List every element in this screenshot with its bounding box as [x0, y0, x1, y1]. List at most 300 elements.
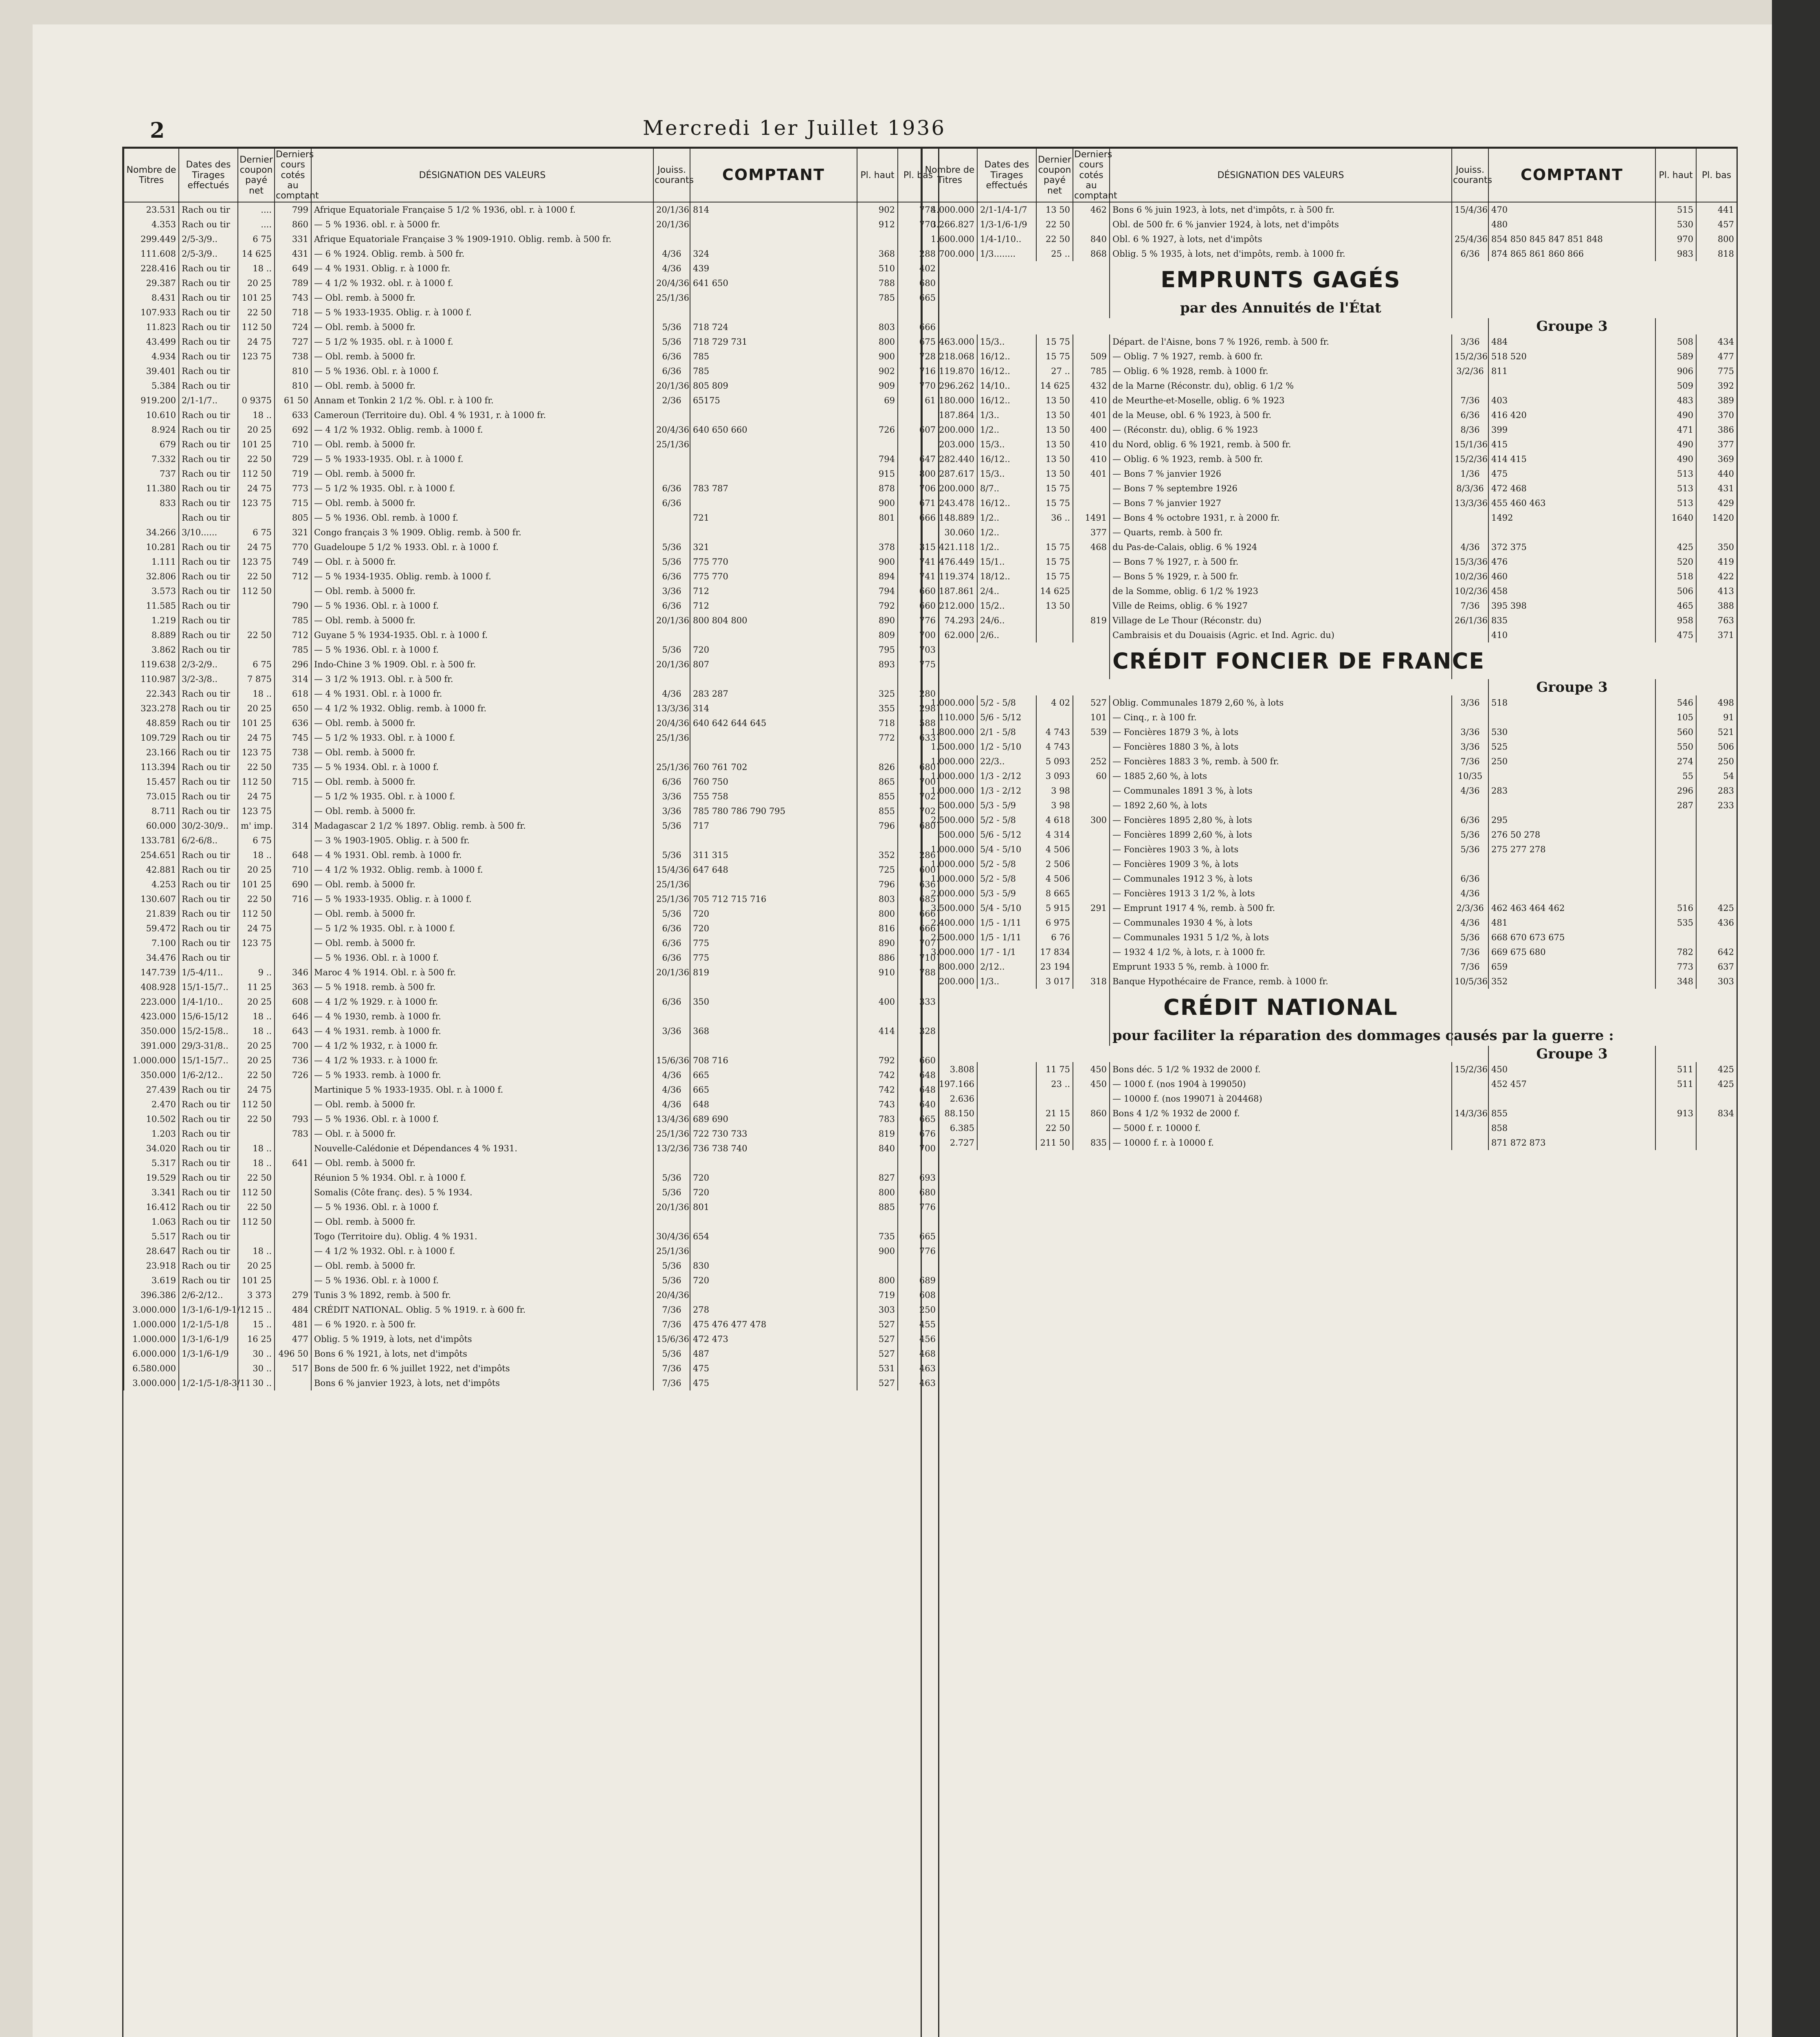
- cell-pl-haut: 900: [857, 1244, 898, 1258]
- table-row: [124, 1156, 939, 1170]
- cell-pl-bas: 506: [1696, 739, 1737, 754]
- cell-jouiss: [1452, 1135, 1488, 1150]
- col-pl-bas: Pl. bas: [898, 148, 939, 202]
- cell-dates: Rach ou tir: [179, 892, 238, 906]
- cell-pl-bas: 728: [898, 349, 939, 364]
- cell-jouiss: 15/4/36: [1452, 202, 1488, 217]
- cell-jouiss: [653, 408, 690, 422]
- cell-designation: — Foncières 1909 3 %, à lots: [1110, 857, 1452, 871]
- cell-designation: — 1885 2,60 %, à lots: [1110, 769, 1452, 783]
- cell-pl-haut: 465: [1655, 598, 1696, 613]
- cell-dates: 5/2 - 5/8: [977, 857, 1036, 871]
- cell-dates: [977, 1062, 1036, 1077]
- table-row: [124, 1185, 939, 1200]
- cell-dates: 2/5-3/9..: [179, 246, 238, 261]
- cell-pl-bas: 456: [898, 1332, 939, 1346]
- cell-comptant: 372 375: [1488, 540, 1655, 554]
- cell-derniers-cours: 790: [275, 598, 311, 613]
- cell-comptant: 475: [1488, 466, 1655, 481]
- cell-derniers-cours: [1073, 842, 1110, 857]
- cell-pl-haut: [1655, 1135, 1696, 1150]
- cell-dates: 1/2..: [977, 510, 1036, 525]
- cell-nombre: 110.987: [124, 672, 179, 686]
- table-row: [124, 598, 939, 613]
- cell-jouiss: 10/2/36: [1452, 584, 1488, 598]
- cell-pl-haut: [857, 305, 898, 320]
- cell-jouiss: 7/36: [1452, 393, 1488, 408]
- cell-designation: — 4 % 1931. Oblig. r. à 1000 fr.: [311, 261, 653, 276]
- table-row: [124, 496, 939, 510]
- cell-derniers-cours: 785: [275, 642, 311, 657]
- cell-pl-bas: 640: [898, 1097, 939, 1112]
- cell-comptant: 775 770: [690, 569, 857, 584]
- cell-comptant: [1488, 710, 1655, 725]
- cell-pl-bas: 776: [898, 1200, 939, 1214]
- cell-dates: 16/12..: [977, 496, 1036, 510]
- cell-pl-haut: 785: [857, 290, 898, 305]
- cell-dates: Rach ou tir: [179, 452, 238, 466]
- cell-comptant: 874 865 861 860 866: [1488, 246, 1655, 261]
- cell-pl-bas: 600: [898, 862, 939, 877]
- cell-pl-haut: [857, 408, 898, 422]
- cell-designation: — Obl. remb. à 5000 fr.: [311, 584, 653, 598]
- cell-nombre: 218.068: [922, 349, 977, 364]
- cell-designation: — 1000 f. (nos 1904 à 199050): [1110, 1077, 1452, 1091]
- cell-pl-haut: 325: [857, 686, 898, 701]
- cell-dates: 5/4 - 5/10: [977, 842, 1036, 857]
- cell-dates: Rach ou tir: [179, 1126, 238, 1141]
- cell-designation: — Bons 7 % janvier 1926: [1110, 466, 1452, 481]
- cell-coupon: 24 75: [238, 921, 275, 936]
- blank-cell: [1655, 1046, 1737, 1062]
- cell-designation: de Meurthe-et-Moselle, oblig. 6 % 1923: [1110, 393, 1452, 408]
- cell-coupon: 18 ..: [238, 1156, 275, 1170]
- cell-nombre: 919.200: [124, 393, 179, 408]
- cell-pl-haut: 303: [857, 1302, 898, 1317]
- cell-derniers-cours: 773: [275, 481, 311, 496]
- cell-designation: Madagascar 2 1/2 % 1897. Oblig. remb. à 500 fr.: [311, 818, 653, 833]
- cell-derniers-cours: 346: [275, 965, 311, 980]
- cell-comptant: 530: [1488, 725, 1655, 739]
- cell-pl-haut: 894: [857, 569, 898, 584]
- cell-derniers-cours: 633: [275, 408, 311, 422]
- cell-coupon: 15 ..: [238, 1317, 275, 1332]
- cell-pl-haut: 490: [1655, 437, 1696, 452]
- cell-derniers-cours: 331: [275, 232, 311, 246]
- cell-pl-haut: 515: [1655, 202, 1696, 217]
- table-row: [922, 334, 1737, 349]
- cell-dates: 16/12..: [977, 364, 1036, 378]
- cell-comptant: 480: [1488, 217, 1655, 232]
- cell-derniers-cours: 738: [275, 745, 311, 760]
- cell-nombre: 3.808: [922, 1062, 977, 1077]
- cell-dates: Rach ou tir: [179, 364, 238, 378]
- cell-nombre: 147.739: [124, 965, 179, 980]
- cell-derniers-cours: [1073, 569, 1110, 584]
- cell-pl-haut: 800: [857, 334, 898, 349]
- cell-comptant: [690, 452, 857, 466]
- cell-pl-haut: 348: [1655, 974, 1696, 989]
- cell-coupon: 22 50: [238, 1068, 275, 1082]
- cell-nombre: 228.416: [124, 261, 179, 276]
- cell-pl-haut: 801: [857, 510, 898, 525]
- cell-jouiss: 6/36: [1452, 813, 1488, 827]
- cell-coupon: 6 75: [238, 657, 275, 672]
- table-row: [124, 525, 939, 540]
- cell-designation: — 5 1/2 % 1935. Obl. r. à 1000 f.: [311, 921, 653, 936]
- cell-coupon: 30 ..: [238, 1376, 275, 1390]
- cell-pl-bas: 666: [898, 921, 939, 936]
- cell-nombre: 1.203: [124, 1126, 179, 1141]
- cell-derniers-cours: [275, 1200, 311, 1214]
- cell-pl-bas: 436: [1696, 915, 1737, 930]
- cell-coupon: [238, 642, 275, 657]
- table-row: [124, 1170, 939, 1185]
- cell-pl-bas: 818: [1696, 246, 1737, 261]
- cell-dates: [977, 1091, 1036, 1106]
- cell-jouiss: 5/36: [653, 642, 690, 657]
- table-row: [124, 232, 939, 246]
- cell-designation: Oblig. 5 % 1919, à lots, net d'impôts: [311, 1332, 653, 1346]
- cell-pl-haut: 490: [1655, 452, 1696, 466]
- table-row: [124, 1376, 939, 1390]
- cell-jouiss: [1452, 798, 1488, 813]
- blank-cell: [1452, 642, 1737, 679]
- cell-comptant: [690, 525, 857, 540]
- cell-comptant: [1488, 857, 1655, 871]
- cell-pl-haut: 783: [857, 1112, 898, 1126]
- cell-pl-haut: 915: [857, 466, 898, 481]
- cell-designation: Bons 6 % juin 1923, à lots, net d'impôts, r. à 500 fr.: [1110, 202, 1452, 217]
- cell-derniers-cours: 700: [275, 1038, 311, 1053]
- cell-derniers-cours: 61 50: [275, 393, 311, 408]
- cell-designation: — 5 % 1936. Obl. remb. à 1000 f.: [311, 510, 653, 525]
- cell-pl-haut: 809: [857, 628, 898, 642]
- cell-dates: Rach ou tir: [179, 1244, 238, 1258]
- cell-derniers-cours: 296: [275, 657, 311, 672]
- cell-nombre: 10.281: [124, 540, 179, 554]
- table-row: [922, 364, 1737, 378]
- table-row: [922, 246, 1737, 261]
- cell-derniers-cours: 314: [275, 818, 311, 833]
- cell-pl-bas: 676: [898, 1126, 939, 1141]
- table-row: [922, 813, 1737, 827]
- cell-dates: Rach ou tir: [179, 745, 238, 760]
- cell-derniers-cours: 718: [275, 305, 311, 320]
- cell-coupon: [1036, 613, 1073, 628]
- cell-nombre: 42.881: [124, 862, 179, 877]
- cell-derniers-cours: 715: [275, 774, 311, 789]
- cell-pl-bas: 637: [1696, 959, 1737, 974]
- cell-jouiss: 4/36: [1452, 540, 1488, 554]
- table-row: [124, 584, 939, 598]
- table-row: [124, 246, 939, 261]
- cell-jouiss: 25/4/36: [1452, 232, 1488, 246]
- cell-coupon: 101 25: [238, 1273, 275, 1288]
- cell-designation: Maroc 4 % 1914. Obl. r. à 500 fr.: [311, 965, 653, 980]
- cell-pl-haut: 912: [857, 217, 898, 232]
- table-row: [124, 1097, 939, 1112]
- cell-pl-haut: 550: [1655, 739, 1696, 754]
- cell-nombre: 111.608: [124, 246, 179, 261]
- cell-coupon: 3 98: [1036, 783, 1073, 798]
- cell-nombre: 4.353: [124, 217, 179, 232]
- cell-dates: Rach ou tir: [179, 877, 238, 892]
- cell-jouiss: 4/36: [1452, 783, 1488, 798]
- cell-coupon: 3 98: [1036, 798, 1073, 813]
- cell-derniers-cours: 735: [275, 760, 311, 774]
- cell-dates: 15/2-15/8..: [179, 1024, 238, 1038]
- table-row: [124, 276, 939, 290]
- cell-nombre: 119.638: [124, 657, 179, 672]
- cell-comptant: [690, 745, 857, 760]
- cell-comptant: 775 770: [690, 554, 857, 569]
- cell-nombre: 1.063: [124, 1214, 179, 1229]
- blank-cell: [922, 261, 1110, 298]
- emprunts-groupe: Groupe 3: [1488, 318, 1655, 334]
- cell-nombre: 27.439: [124, 1082, 179, 1097]
- cell-dates: Rach ou tir: [179, 848, 238, 862]
- cell-pl-bas: 741: [898, 554, 939, 569]
- table-row: [124, 1229, 939, 1244]
- table-row: [124, 437, 939, 452]
- cell-pl-bas: 280: [898, 686, 939, 701]
- cell-jouiss: 7/36: [1452, 754, 1488, 769]
- table-row: [922, 1077, 1737, 1091]
- cell-derniers-cours: 810: [275, 364, 311, 378]
- cell-nombre: 5.317: [124, 1156, 179, 1170]
- cell-derniers-cours: 743: [275, 290, 311, 305]
- cell-pl-bas: 680: [898, 760, 939, 774]
- table-row: [922, 408, 1737, 422]
- cell-coupon: [238, 1229, 275, 1244]
- cell-pl-bas: 434: [1696, 334, 1737, 349]
- cell-dates: 2/12..: [977, 959, 1036, 974]
- cell-coupon: 123 75: [238, 804, 275, 818]
- cell-dates: Rach ou tir: [179, 730, 238, 745]
- cell-pl-bas: 286: [898, 848, 939, 862]
- cell-jouiss: 15/3/36: [1452, 554, 1488, 569]
- cell-derniers-cours: 318: [1073, 974, 1110, 989]
- cell-jouiss: 5/36: [653, 1170, 690, 1185]
- cell-designation: — Bons 7 % 1927, r. à 500 fr.: [1110, 554, 1452, 569]
- cell-comptant: 718 724: [690, 320, 857, 334]
- cell-pl-bas: 776: [898, 613, 939, 628]
- cell-jouiss: [653, 525, 690, 540]
- cell-jouiss: [1452, 510, 1488, 525]
- cell-dates: Rach ou tir: [179, 437, 238, 452]
- table-row: [124, 701, 939, 716]
- cell-pl-haut: [857, 525, 898, 540]
- cell-pl-haut: 506: [1655, 584, 1696, 598]
- cell-dates: 1/4-1/10..: [977, 232, 1036, 246]
- cell-nombre: 73.015: [124, 789, 179, 804]
- cell-coupon: 13 50: [1036, 452, 1073, 466]
- cell-coupon: 3 017: [1036, 974, 1073, 989]
- cell-nombre: 200.000: [922, 422, 977, 437]
- cell-pl-haut: 296: [1655, 783, 1696, 798]
- cell-nombre: 23.918: [124, 1258, 179, 1273]
- cell-pl-haut: 425: [1655, 540, 1696, 554]
- cell-nombre: 2.500.000: [922, 930, 977, 945]
- cell-derniers-cours: 805: [275, 510, 311, 525]
- cell-pl-bas: 647: [898, 452, 939, 466]
- cell-coupon: 20 25: [238, 1053, 275, 1068]
- cell-coupon: 15 75: [1036, 540, 1073, 554]
- cell-comptant: 760 750: [690, 774, 857, 789]
- cell-jouiss: 5/36: [653, 334, 690, 349]
- blank-cell: [922, 642, 1110, 679]
- cell-derniers-cours: 608: [275, 994, 311, 1009]
- cell-nombre: 421.118: [922, 540, 977, 554]
- cell-pl-haut: [857, 1156, 898, 1170]
- cell-pl-bas: 425: [1696, 901, 1737, 915]
- cell-designation: Oblig. Communales 1879 2,60 %, à lots: [1110, 695, 1452, 710]
- cell-designation: — 4 1/2 % 1932. Oblig. remb. à 1000 f.: [311, 862, 653, 877]
- table-row: [922, 695, 1737, 710]
- cell-nombre: 1.219: [124, 613, 179, 628]
- cell-coupon: 6 975: [1036, 915, 1073, 930]
- cell-pl-bas: 303: [1696, 974, 1737, 989]
- cell-derniers-cours: 539: [1073, 725, 1110, 739]
- cell-comptant: 871 872 873: [1488, 1135, 1655, 1150]
- cell-pl-haut: 105: [1655, 710, 1696, 725]
- credit-national-title: CRÉDIT NATIONAL: [1110, 989, 1452, 1025]
- cell-coupon: 14 625: [1036, 378, 1073, 393]
- table-row: [124, 980, 939, 994]
- cell-jouiss: [1452, 628, 1488, 642]
- cell-derniers-cours: 785: [275, 613, 311, 628]
- cell-pl-haut: 800: [857, 1185, 898, 1200]
- cell-nombre: 800.000: [922, 959, 977, 974]
- cell-coupon: 20 25: [238, 1038, 275, 1053]
- cell-pl-bas: 660: [898, 1053, 939, 1068]
- table-row: [124, 1258, 939, 1273]
- cell-nombre: 200.000: [922, 974, 977, 989]
- cell-dates: 16/12..: [977, 349, 1036, 364]
- cell-designation: — 5 % 1936. Obl. r. à 1000 f.: [311, 1273, 653, 1288]
- cell-pl-bas: 703: [898, 642, 939, 657]
- cell-jouiss: 15/1/36: [1452, 437, 1488, 452]
- col-coupon: Dernier coupon payé net: [1036, 148, 1073, 202]
- cell-dates: 24/6..: [977, 613, 1036, 628]
- table-row: [124, 716, 939, 730]
- cell-jouiss: 30/4/36: [653, 1229, 690, 1244]
- cell-pl-bas: 741: [898, 569, 939, 584]
- cell-comptant: [690, 1156, 857, 1170]
- cell-pl-bas: 660: [898, 598, 939, 613]
- cell-nombre: 130.607: [124, 892, 179, 906]
- cell-nombre: 200.000: [922, 481, 977, 496]
- cell-designation: — 4 1/2 % 1933. r. à 1000 fr.: [311, 1053, 653, 1068]
- table-row: [922, 710, 1737, 725]
- cell-jouiss: 5/36: [653, 540, 690, 554]
- cell-jouiss: [653, 452, 690, 466]
- table-row: [124, 1053, 939, 1068]
- cell-coupon: 112 50: [238, 774, 275, 789]
- cell-designation: Réunion 5 % 1934. Obl. r. à 1000 f.: [311, 1170, 653, 1185]
- cell-derniers-cours: 729: [275, 452, 311, 466]
- cell-nombre: 6.580.000: [124, 1361, 179, 1376]
- cell-nombre: 3.341: [124, 1185, 179, 1200]
- cell-jouiss: 20/1/36: [653, 613, 690, 628]
- cell-derniers-cours: 712: [275, 628, 311, 642]
- cell-pl-haut: [857, 232, 898, 246]
- cell-comptant: 1492: [1488, 510, 1655, 525]
- cell-jouiss: 6/36: [653, 481, 690, 496]
- cell-nombre: 5.517: [124, 1229, 179, 1244]
- cell-pl-haut: 886: [857, 950, 898, 965]
- cell-nombre: [124, 510, 179, 525]
- table-row: [124, 848, 939, 862]
- table-row: [922, 1062, 1737, 1077]
- cell-comptant: [690, 1214, 857, 1229]
- cell-comptant: [690, 980, 857, 994]
- cell-pl-bas: 680: [898, 818, 939, 833]
- table-row: [124, 422, 939, 437]
- cell-nombre: 1.800.000: [922, 725, 977, 739]
- cell-nombre: 833: [124, 496, 179, 510]
- cell-designation: — Foncières 1879 3 %, à lots: [1110, 725, 1452, 739]
- cell-jouiss: 26/1/36: [1452, 613, 1488, 628]
- cell-coupon: 15 75: [1036, 481, 1073, 496]
- cell-derniers-cours: [1073, 217, 1110, 232]
- cell-comptant: 295: [1488, 813, 1655, 827]
- cell-pl-bas: 770: [898, 378, 939, 393]
- table-row: [124, 818, 939, 833]
- cell-nombre: 203.000: [922, 437, 977, 452]
- cell-jouiss: [1452, 710, 1488, 725]
- cell-pl-haut: [857, 745, 898, 760]
- cell-designation: Départ. de l'Aisne, bons 7 % 1926, remb. à 500 fr.: [1110, 334, 1452, 349]
- cell-jouiss: [653, 980, 690, 994]
- cell-pl-bas: 333: [898, 994, 939, 1009]
- cell-coupon: 112 50: [238, 1185, 275, 1200]
- cell-pl-haut: [1655, 813, 1696, 827]
- cell-jouiss: 20/1/36: [653, 217, 690, 232]
- cell-coupon: 101 25: [238, 716, 275, 730]
- cell-designation: — 5 % 1936. Obl. r. à 1000 f.: [311, 1112, 653, 1126]
- cell-dates: 1/3 - 2/12: [977, 783, 1036, 798]
- cell-jouiss: 5/36: [1452, 827, 1488, 842]
- cell-designation: Somalis (Côte franç. des). 5 % 1934.: [311, 1185, 653, 1200]
- cell-comptant: 720: [690, 906, 857, 921]
- table-row: [124, 1361, 939, 1376]
- cell-jouiss: 4/36: [653, 1082, 690, 1097]
- cell-comptant: 785: [690, 349, 857, 364]
- cell-derniers-cours: 401: [1073, 466, 1110, 481]
- cell-comptant: 640 650 660: [690, 422, 857, 437]
- cell-pl-bas: 707: [898, 936, 939, 950]
- cell-jouiss: 4/36: [653, 1097, 690, 1112]
- cell-pl-bas: 800: [1696, 232, 1737, 246]
- cell-dates: 2/4..: [977, 584, 1036, 598]
- cell-coupon: 24 75: [238, 334, 275, 349]
- cell-coupon: 20 25: [238, 862, 275, 877]
- cell-comptant: 720: [690, 921, 857, 936]
- cell-derniers-cours: 517: [275, 1361, 311, 1376]
- cell-dates: 1/3..: [977, 408, 1036, 422]
- cell-jouiss: 13/3/36: [1452, 496, 1488, 510]
- cell-pl-bas: 457: [1696, 217, 1737, 232]
- cell-derniers-cours: [1073, 1091, 1110, 1106]
- cell-designation: Guadeloupe 5 1/2 % 1933. Obl. r. à 1000 f.: [311, 540, 653, 554]
- cell-dates: Rach ou tir: [179, 261, 238, 276]
- cell-pl-haut: 970: [1655, 232, 1696, 246]
- cell-pl-bas: 441: [1696, 202, 1737, 217]
- cell-jouiss: 6/36: [1452, 408, 1488, 422]
- cell-derniers-cours: 789: [275, 276, 311, 290]
